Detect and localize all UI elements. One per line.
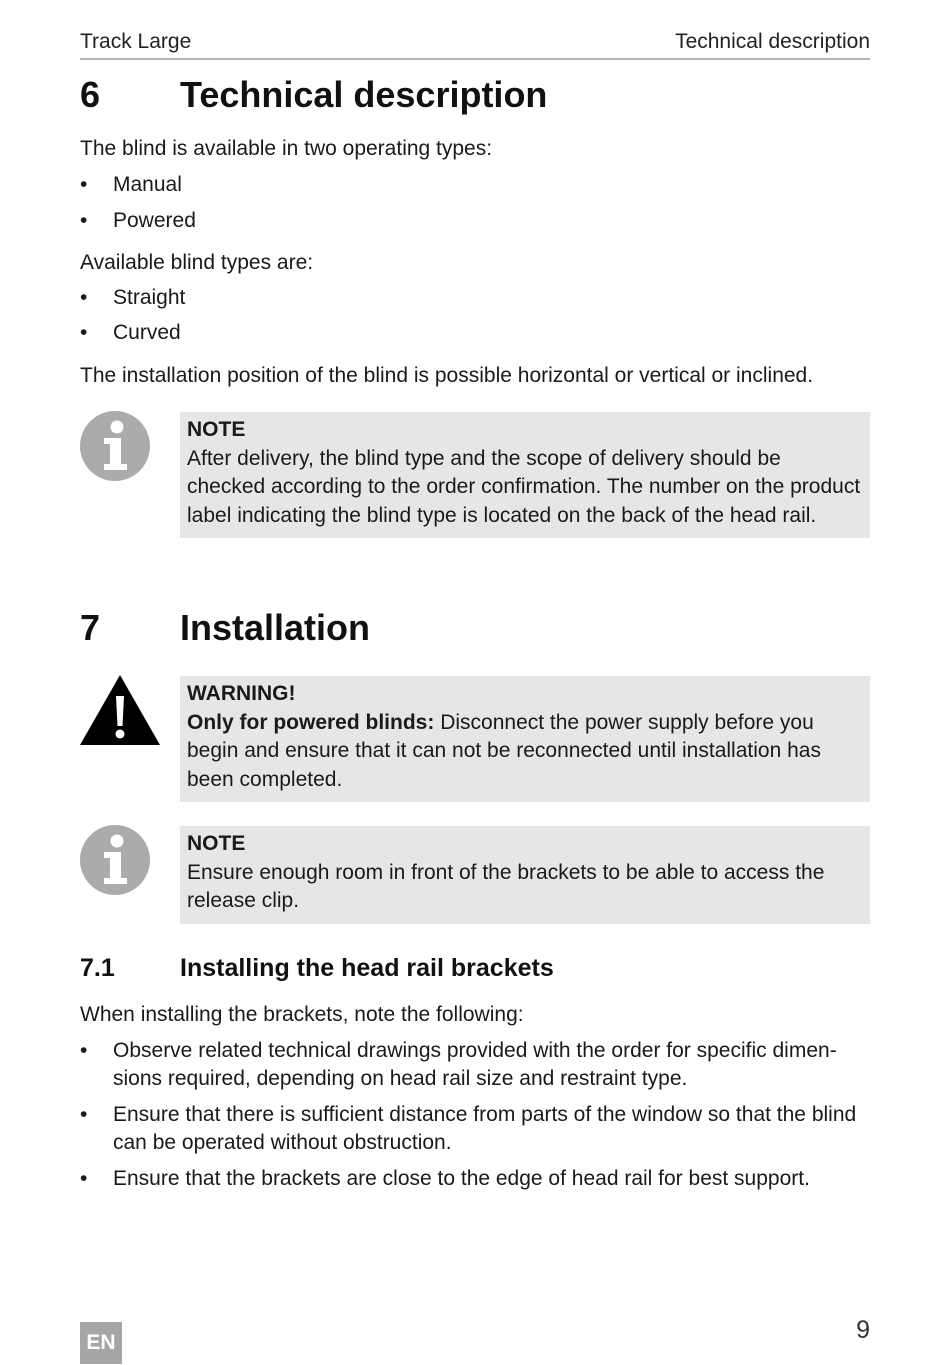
- page-header: [80, 28, 870, 60]
- installation-position-text: The installation position of the blind is possible horizontal or vertical or inclined.: [80, 364, 814, 387]
- bullet: •: [80, 321, 88, 344]
- page-number: 9: [856, 1316, 870, 1344]
- warning-triangle-icon: [79, 674, 161, 746]
- brackets-intro: When installing the brackets, note the following:: [80, 1003, 524, 1026]
- bullet: •: [80, 209, 88, 232]
- list-item: • Curved: [80, 319, 870, 347]
- note-text: After delivery, the blind type and the scope of delivery should be checked according to the order confirmation. The number on the product label indicating the blind type is located on the back of the head rail.: [187, 446, 861, 527]
- list-item: • Manual: [80, 171, 870, 199]
- section-7-title: Installation: [180, 607, 371, 648]
- section-7-number: 7: [80, 607, 101, 648]
- warning-text: Disconnect the power supply before you begin and ensure that it can not be reconnected until installation has been completed.: [187, 710, 821, 791]
- list-item: • Powered: [80, 207, 870, 235]
- list-item: • Ensure that the brackets are close to the edge of head rail for best support.: [80, 1165, 870, 1193]
- blind-types-intro: Available blind types are:: [80, 251, 314, 274]
- section-7-1-title: Installing the head rail brackets: [180, 954, 554, 982]
- section-6-number: 6: [80, 74, 101, 115]
- note-label: NOTE: [187, 832, 246, 855]
- list-item: • Ensure that there is sufficient distance from parts of the window so that the blind can be operated without obstruction.: [80, 1103, 857, 1154]
- brackets-list: [80, 1037, 870, 1193]
- note-label: NOTE: [187, 418, 246, 441]
- bullet: •: [80, 286, 88, 309]
- list-item: • Observe related technical drawings provided with the order for specific dimensions required, depending on head rail size and restraint type.: [80, 1039, 837, 1090]
- note-text: Ensure enough room in front of the brackets to be able to access the release clip.: [187, 860, 825, 912]
- bullet: •: [80, 1103, 88, 1126]
- section-6-title: Technical description: [180, 74, 548, 115]
- warning-label: WARNING!: [187, 682, 296, 705]
- list-item: • Straight: [80, 284, 870, 312]
- header-section-title: Technical description: [675, 30, 870, 53]
- operating-types-list: [80, 171, 870, 235]
- info-icon: [79, 824, 151, 896]
- warning-lead: Only for powered blinds:: [187, 710, 435, 734]
- blind-types-list: [80, 284, 870, 347]
- section-7-1-number: 7.1: [80, 954, 115, 982]
- bullet: •: [80, 173, 88, 196]
- bullet: •: [80, 1167, 88, 1190]
- info-icon: [79, 410, 151, 482]
- language-badge: EN: [80, 1322, 122, 1364]
- operating-types-intro: The blind is available in two operating types:: [80, 137, 493, 160]
- note-box-brackets: [180, 826, 870, 924]
- header-document-title: Track Large: [80, 30, 192, 53]
- note-box-delivery: [180, 412, 870, 538]
- warning-box-power: [180, 676, 870, 802]
- bullet: •: [80, 1039, 88, 1062]
